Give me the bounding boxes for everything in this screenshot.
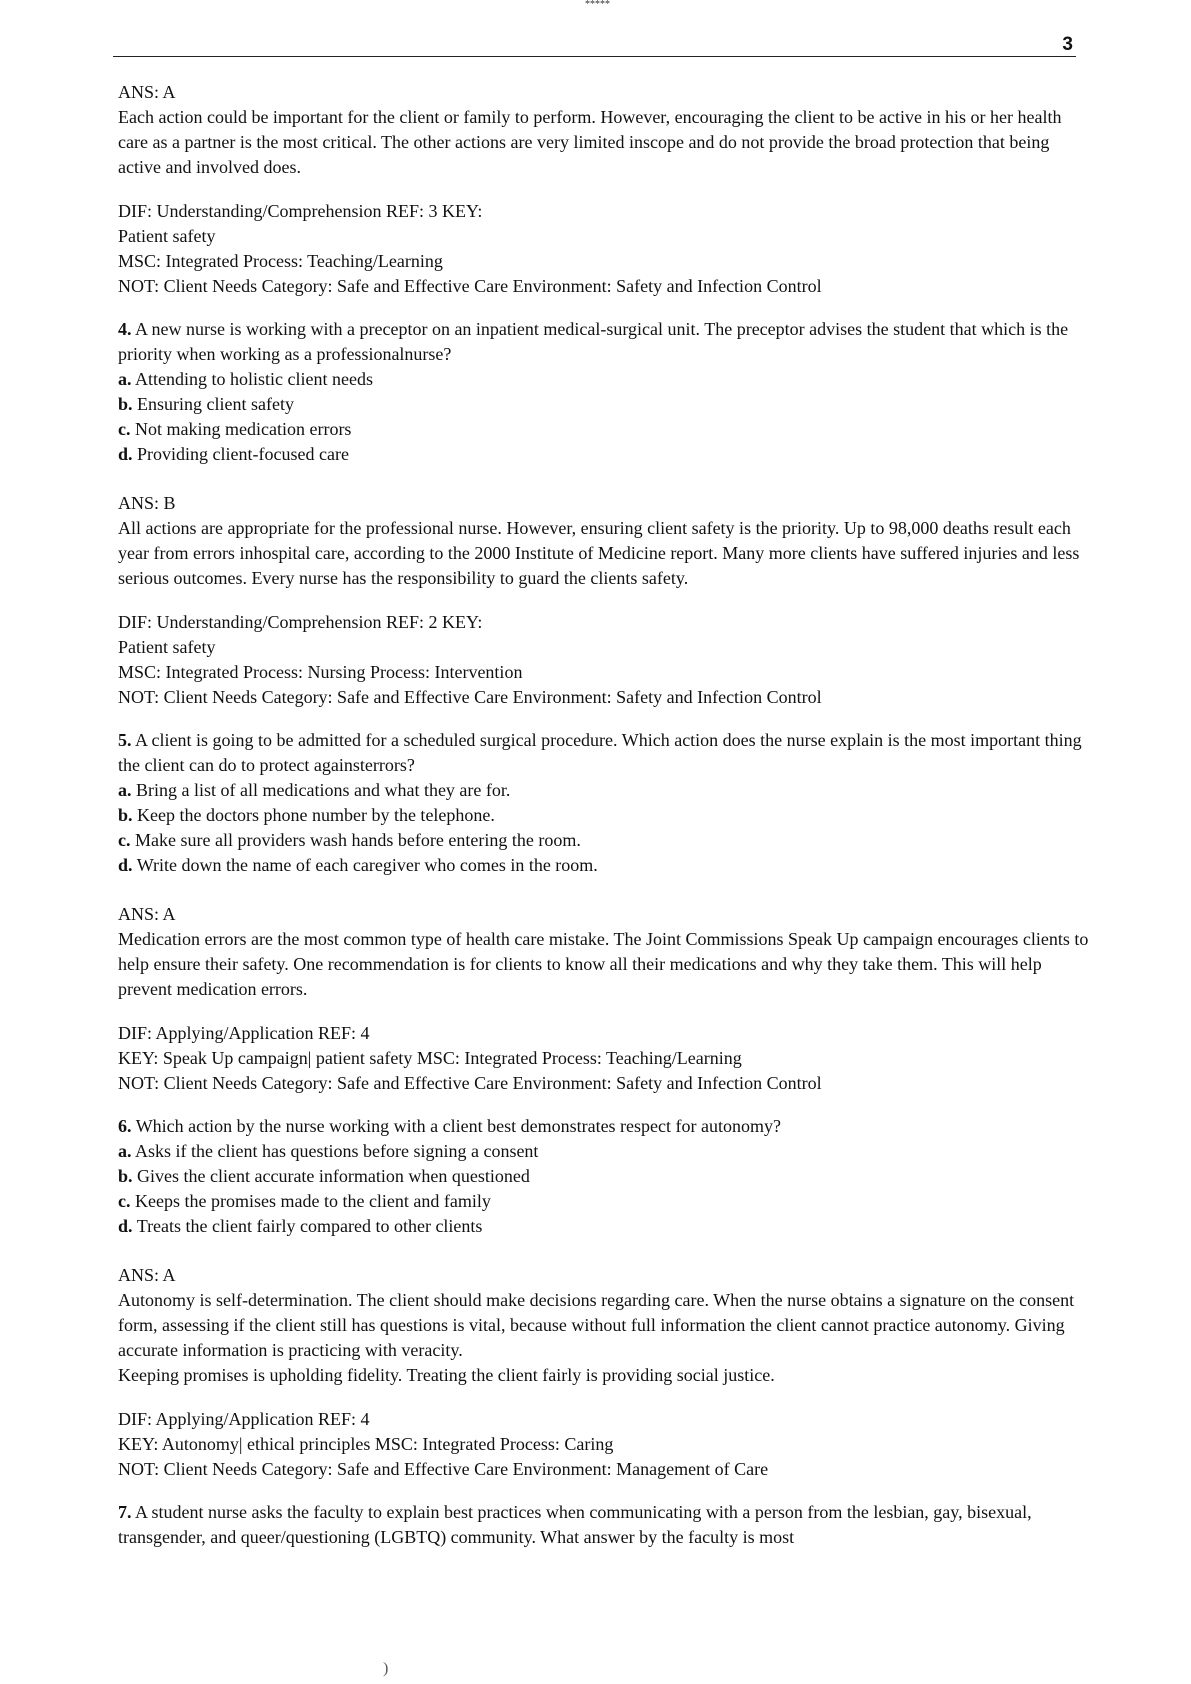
option-text: Keep the doctors phone number by the telephone.	[137, 805, 495, 825]
option-text: Keeps the promises made to the client and family	[135, 1191, 491, 1211]
options-list	[118, 367, 1093, 467]
option-d	[118, 1214, 1093, 1239]
option-c	[118, 828, 1093, 853]
rationale-continued: Keeping promises is upholding fidelity. Treating the client fairly is providing social justice.	[118, 1365, 775, 1385]
meta-not: NOT: Client Needs Category: Safe and Effective Care Environment: Management of Care	[118, 1459, 769, 1479]
rationale: Autonomy is self-determination. The client should make decisions regarding care. When the nurse obtains a signature on the consent form, assessing if the client still has questions is vital, because without full information the client cannot practice autonomy. Giving accurate information is practicing with veracity.	[118, 1290, 1075, 1360]
option-text: Gives the client accurate information when questioned	[137, 1166, 530, 1186]
answer-label: ANS: B	[118, 493, 176, 513]
answer-label: ANS: A	[118, 82, 176, 102]
header-rule	[113, 56, 1076, 57]
option-letter: c.	[118, 1191, 131, 1211]
option-letter: c.	[118, 830, 131, 850]
answer-block	[118, 491, 1093, 591]
option-letter: d.	[118, 1216, 133, 1236]
question-stem	[118, 1500, 1093, 1550]
header-mark: *****	[585, 0, 610, 10]
option-letter: a.	[118, 780, 132, 800]
meta-dif: DIF: Understanding/Comprehension REF: 2 KEY:	[118, 612, 483, 632]
option-letter: b.	[118, 805, 133, 825]
answer-block	[118, 1263, 1093, 1388]
option-a	[118, 1139, 1093, 1164]
option-letter: d.	[118, 855, 133, 875]
answer-block	[118, 902, 1093, 1002]
meta-key: Patient safety	[118, 226, 216, 246]
option-d	[118, 442, 1093, 467]
question-7	[118, 1500, 1093, 1550]
option-text: Bring a list of all medications and what they are for.	[136, 780, 511, 800]
question-text: A new nurse is working with a preceptor on an inpatient medical-surgical unit. The preceptor advises the student that which is the priority when working as a professionalnurse?	[118, 319, 1069, 364]
meta-dif: DIF: Applying/Application REF: 4	[118, 1409, 370, 1429]
options-list	[118, 1139, 1093, 1239]
answer-label: ANS: A	[118, 904, 176, 924]
option-c	[118, 1189, 1093, 1214]
question-6	[118, 1114, 1093, 1482]
rationale: Medication errors are the most common type of health care mistake. The Joint Commissions Speak Up campaign encourages clients to help ensure their safety. One recommendation is for clients to know all their medications and why they take them. This will help prevent medication errors.	[118, 929, 1089, 999]
options-list	[118, 778, 1093, 878]
option-letter: b.	[118, 394, 133, 414]
answer-label: ANS: A	[118, 1265, 176, 1285]
document-body	[118, 80, 1093, 1550]
meta-not: NOT: Client Needs Category: Safe and Effective Care Environment: Safety and Infection Control	[118, 276, 822, 296]
prev-answer-section	[118, 80, 1093, 299]
question-number: 5.	[118, 730, 132, 750]
option-text: Ensuring client safety	[137, 394, 294, 414]
option-letter: a.	[118, 369, 132, 389]
option-text: Attending to holistic client needs	[135, 369, 373, 389]
option-text: Providing client-focused care	[137, 444, 349, 464]
meta-not: NOT: Client Needs Category: Safe and Effective Care Environment: Safety and Infection Control	[118, 687, 822, 707]
option-d	[118, 853, 1093, 878]
option-letter: d.	[118, 444, 133, 464]
question-text: A client is going to be admitted for a scheduled surgical procedure. Which action does the nurse explain is the most important thing the client can do to protect againsterrors?	[118, 730, 1082, 775]
option-letter: a.	[118, 1141, 132, 1161]
option-c	[118, 417, 1093, 442]
option-b	[118, 392, 1093, 417]
meta-not: NOT: Client Needs Category: Safe and Effective Care Environment: Safety and Infection Control	[118, 1073, 822, 1093]
option-letter: c.	[118, 419, 131, 439]
rationale: All actions are appropriate for the professional nurse. However, ensuring client safety is the priority. Up to 98,000 deaths result each year from errors inhospital care, according to the 2000 Institute of Medicine report. Many more clients have suffered injuries and less serious outcomes. Every nurse has the responsibility to guard the clients safety.	[118, 518, 1080, 588]
meta-key: Patient safety	[118, 637, 216, 657]
option-letter: b.	[118, 1166, 133, 1186]
rationale: Each action could be important for the client or family to perform. However, encouraging the client to be active in his or her health care as a partner is the most critical. The other actions are very limited inscope and do not provide the broad protection that being active and involved does.	[118, 107, 1062, 177]
meta-msc: MSC: Integrated Process: Teaching/Learning	[118, 251, 443, 271]
option-text: Treats the client fairly compared to other clients	[136, 1216, 483, 1236]
option-text: Not making medication errors	[135, 419, 352, 439]
meta-dif: DIF: Applying/Application REF: 4	[118, 1023, 370, 1043]
meta-block	[118, 1021, 1093, 1096]
meta-block	[118, 1407, 1093, 1482]
option-b	[118, 803, 1093, 828]
question-stem	[118, 1114, 1093, 1139]
question-number: 7.	[118, 1502, 132, 1522]
option-text: Asks if the client has questions before signing a consent	[135, 1141, 539, 1161]
meta-block	[118, 610, 1093, 710]
page-number: 3	[1062, 34, 1073, 55]
meta-dif: DIF: Understanding/Comprehension REF: 3 KEY:	[118, 201, 483, 221]
option-a	[118, 778, 1093, 803]
meta-msc: MSC: Integrated Process: Nursing Process: Intervention	[118, 662, 523, 682]
question-text: A student nurse asks the faculty to explain best practices when communicating with a person from the lesbian, gay, bisexual, transgender, and queer/questioning (LGBTQ) community. What answer by the faculty is most	[118, 1502, 1032, 1547]
question-text: Which action by the nurse working with a client best demonstrates respect for autonomy?	[135, 1116, 781, 1136]
question-stem	[118, 317, 1093, 367]
question-stem	[118, 728, 1093, 778]
option-a	[118, 367, 1093, 392]
option-b	[118, 1164, 1093, 1189]
question-number: 4.	[118, 319, 132, 339]
question-number: 6.	[118, 1116, 132, 1136]
meta-block	[118, 199, 1093, 299]
meta-key: KEY: Autonomy| ethical principles MSC: Integrated Process: Caring	[118, 1434, 614, 1454]
question-4	[118, 317, 1093, 710]
option-text: Make sure all providers wash hands before entering the room.	[135, 830, 581, 850]
question-5	[118, 728, 1093, 1096]
option-text: Write down the name of each caregiver who comes in the room.	[136, 855, 598, 875]
footer-mark: )	[383, 1660, 389, 1677]
meta-key: KEY: Speak Up campaign| patient safety MSC: Integrated Process: Teaching/Learning	[118, 1048, 742, 1068]
